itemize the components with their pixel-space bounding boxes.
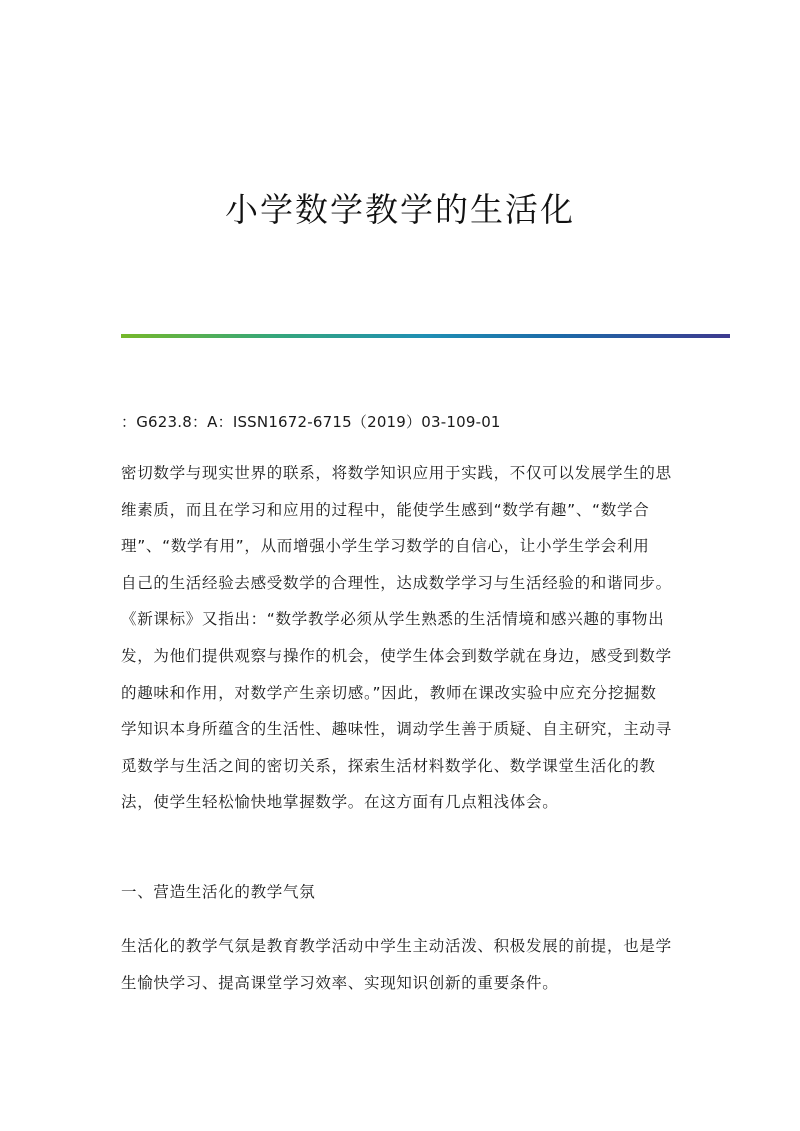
document-title: 小学数学教学的生活化 [225,190,575,229]
paragraph-line: 法，使学生轻松愉快地掌握数学。在这方面有几点粗浅体会。 [121,793,559,812]
paragraph-line: 《新课标》又指出：“数学教学必须从学生熟悉的生活情境和感兴趣的事物出 [121,610,665,629]
paragraph-line: 理”、“数学有用”，从而增强小学生学习数学的自信心，让小学生学会利用 [121,537,650,556]
paragraph-line: 生活化的教学气氛是教育教学活动中学生主动活泼、积极发展的前提，也是学 [121,937,672,955]
paragraph-line: 自己的生活经验去感受数学的合理性，达成数学学习与生活经验的和谐同步。 [121,573,672,592]
section-heading: 一、营造生活化的教学气氛 [121,883,316,901]
paragraph-line: 的趣味和作用，对数学产生亲切感。”因此，教师在课改实验中应充分挖掘数 [121,683,657,702]
paragraph-line: 维素质，而且在学习和应用的过程中，能使学生感到“数学有趣”、“数学合 [121,500,650,519]
paragraph-line: 发，为他们提供观察与操作的机会，使学生体会到数学就在身边，感受到数学 [121,646,672,665]
paragraph-line: 学知识本身所蕴含的生活性、趣味性，调动学生善于质疑、自主研究，主动寻 [121,720,672,739]
classification-line: ：G623.8：A：ISSN1672-6715（2019）03-109-01 [121,413,501,431]
paragraph-line: 密切数学与现实世界的联系，将数学知识应用于实践，不仅可以发展学生的思 [121,464,672,482]
paragraph-line: 生愉快学习、提高课堂学习效率、实现知识创新的重要条件。 [121,973,559,992]
title-divider [121,334,730,338]
paragraph-line: 觅数学与生活之间的密切关系，探索生活材料数学化、数学课堂生活化的教 [121,756,656,775]
intro-paragraph [121,455,681,821]
section-paragraph [121,928,681,1001]
